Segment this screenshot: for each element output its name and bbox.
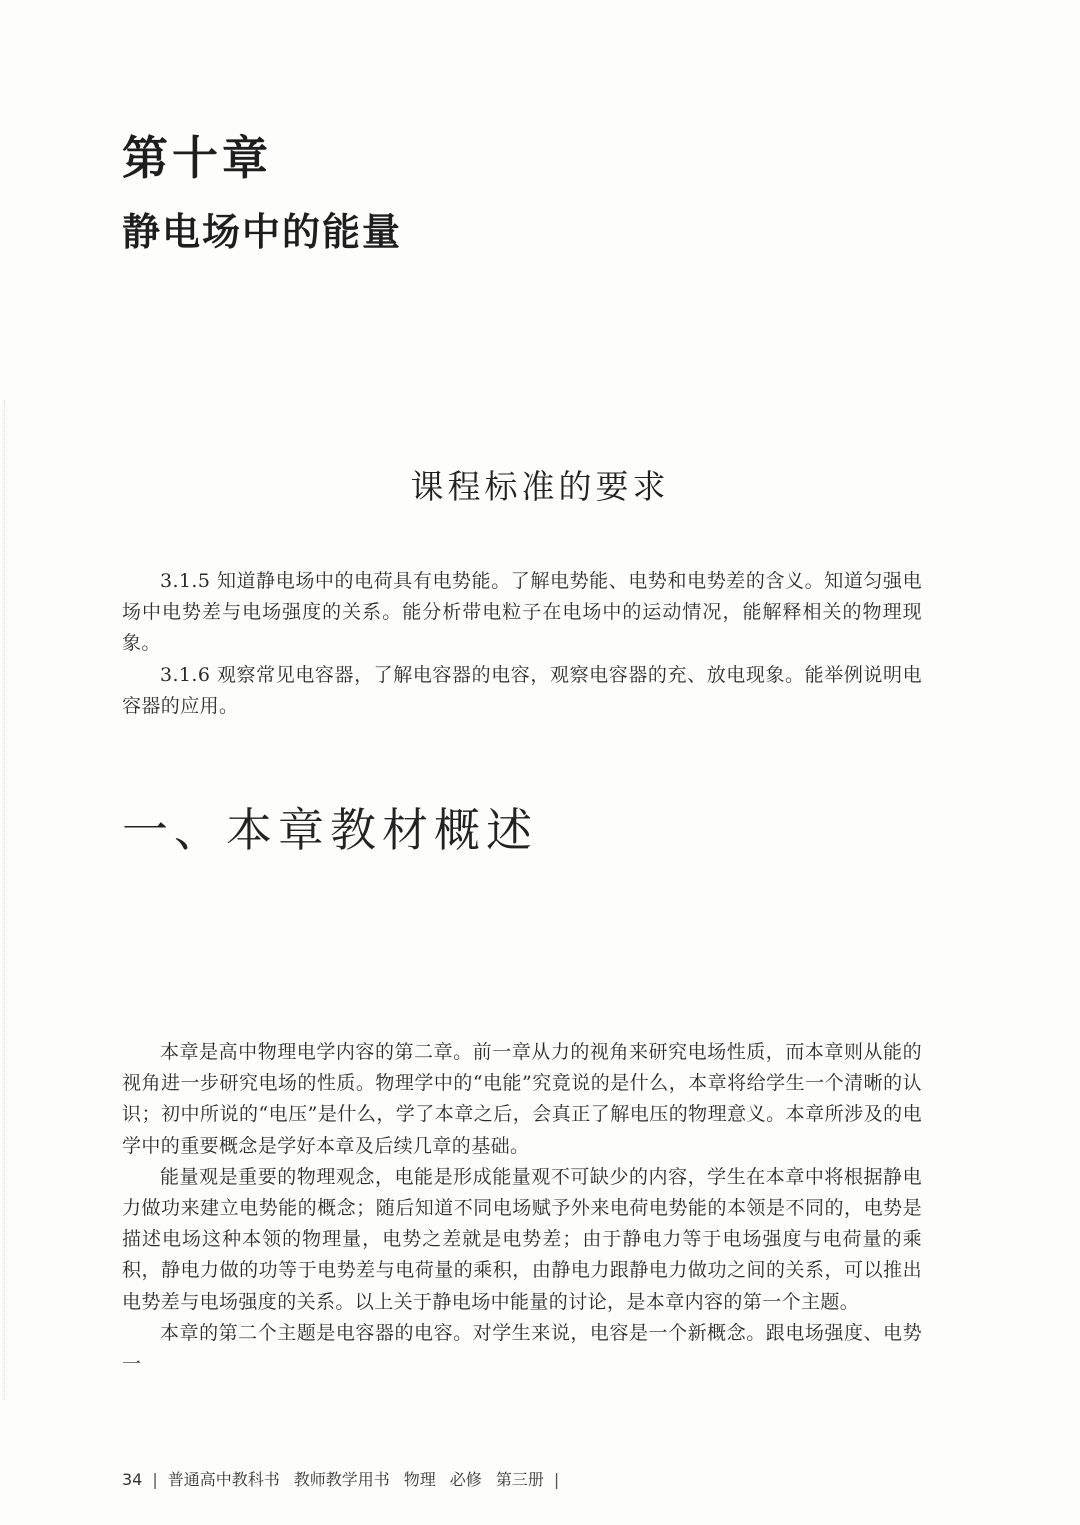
chapter-number: 第十章 bbox=[122, 131, 272, 185]
standard-item-3-1-6: 3.1.6 观察常见电容器，了解电容器的电容，观察电容器的充、放电现象。能举例说明电容器的应用。 bbox=[122, 663, 922, 717]
overview-paragraph: 本章的第二个主题是电容器的电容。对学生来说，电容是一个新概念。跟电场强度、电势一 bbox=[122, 1321, 922, 1376]
section-heading: 一、本章教材概述 bbox=[122, 803, 538, 857]
footer-subject: 物理 bbox=[403, 1470, 436, 1489]
standard-item-3-1-5: 3.1.5 知道静电场中的电荷具有电势能。了解电势能、电势和电势差的含义。知道匀强电场中电势差与电场强度的关系。能分析带电粒子在电场中的运动情况，能解释相关的物理现象。 bbox=[122, 570, 922, 655]
page-number: 34 bbox=[122, 1470, 143, 1489]
overview-paragraph: 本章是高中物理电学内容的第二章。前一章从力的视角来研究电场性质，而本章则从能的视角进一步研究电场的性质。物理学中的“电能”究竟说的是什么，本章将给学生一个清晰的认识；初中所说的“电压”是什么，学了本章之后，会真正了解电压的物理意义。本章所涉及的电学中的重要概念是学好本章及后续几章的基础。 bbox=[122, 1041, 922, 1157]
footer-separator: | bbox=[152, 1470, 158, 1489]
footer-book-type: 教师教学用书 bbox=[293, 1470, 390, 1489]
footer-separator: | bbox=[553, 1470, 560, 1489]
standards-list bbox=[122, 566, 922, 722]
footer-level: 必修 bbox=[449, 1470, 482, 1489]
overview-body bbox=[122, 1037, 922, 1380]
page-footer bbox=[122, 1467, 569, 1490]
standards-heading: 课程标准的要求 bbox=[410, 467, 670, 506]
chapter-title: 静电场中的能量 bbox=[122, 209, 403, 254]
page-edge-guide bbox=[4, 400, 5, 1400]
overview-paragraph: 能量观是重要的物理观念，电能是形成能量观不可缺少的内容，学生在本章中将根据静电力做功来建立电势能的概念；随后知道不同电场赋予外来电荷电势能的本领是不同的，电势是描述电场这种本领的物理量，电势之差就是电势差；由于静电力等于电场强度与电荷量的乘积，静电力做的功等于电势差与电荷量的乘积，由静电力跟静电力做功之间的关系，可以推出电势差与电场强度的关系。以上关于静电场中能量的讨论，是本章内容的第一个主题。 bbox=[122, 1165, 922, 1313]
footer-series: 普通高中教科书 bbox=[167, 1470, 280, 1489]
footer-volume: 第三册 bbox=[495, 1470, 544, 1489]
